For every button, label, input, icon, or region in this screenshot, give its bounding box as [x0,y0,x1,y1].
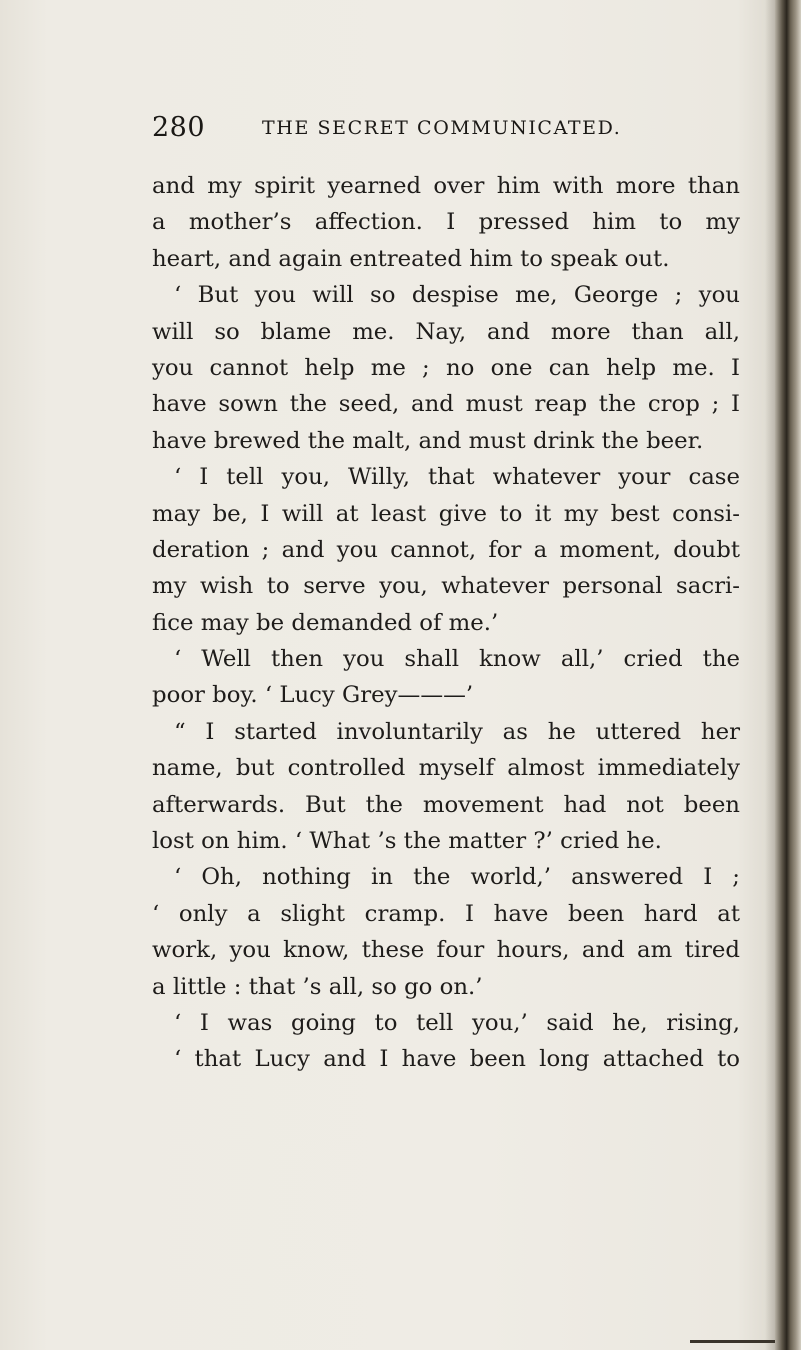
text-line: ‘ Well then you shall know all,’ cried the [174,646,740,673]
text-line: and my spirit yearned over him with more than [152,173,740,199]
text-line: have brewed the malt, and must drink the beer. [152,427,704,454]
running-head [152,112,752,152]
bottom-edge-mark [690,1340,775,1343]
text-line: heart, and again entreated him to speak out. [152,245,670,272]
text-line: ‘ Oh, nothing in the world,’ answered I ; [174,864,740,891]
text-line: “ I started involuntarily as he uttered her [174,718,740,745]
text-line: ‘ I was going to tell you,’ said he, rising, [174,1009,740,1036]
body-text [152,168,740,1078]
text-line: lost on him. ‘ What ’s the matter ?’ cried he. [152,828,662,855]
text-line: ‘ that Lucy and I have been long attached to [174,1046,740,1073]
page-gutter-shadow [765,0,775,1350]
text-line: a mother’s affection. I pressed him to my [152,209,740,236]
text-line: have sown the seed, and must reap the crop ; I [152,391,740,418]
text-line: you cannot help me ; no one can help me. I [152,354,740,381]
text-line: ‘ I tell you, Willy, that whatever your case [174,464,740,491]
text-line: my wish to serve you, whatever personal sacri- [152,573,740,600]
page-number: 280 [152,112,206,143]
book-binding-edge [775,0,801,1350]
text-line: fice may be demanded of me.’ [152,609,499,636]
text-line: afterwards. But the movement had not been [152,791,740,818]
text-line: deration ; and you cannot, for a moment, doubt [152,536,740,563]
text-line: work, you know, these four hours, and am tired [152,937,740,964]
running-title: THE SECRET COMMUNICATED. [262,117,622,139]
text-line: a little : that ’s all, so go on.’ [152,973,483,1000]
text-line: name, but controlled myself almost immediately [152,755,740,782]
text-line: may be, I will at least give to it my best consi- [152,500,740,527]
text-line: ‘ only a slight cramp. I have been hard at [152,900,740,927]
text-line: will so blame me. Nay, and more than all, [152,318,740,345]
text-line: ‘ But you will so despise me, George ; you [174,282,740,309]
text-line: poor boy. ‘ Lucy Grey———’ [152,682,474,709]
